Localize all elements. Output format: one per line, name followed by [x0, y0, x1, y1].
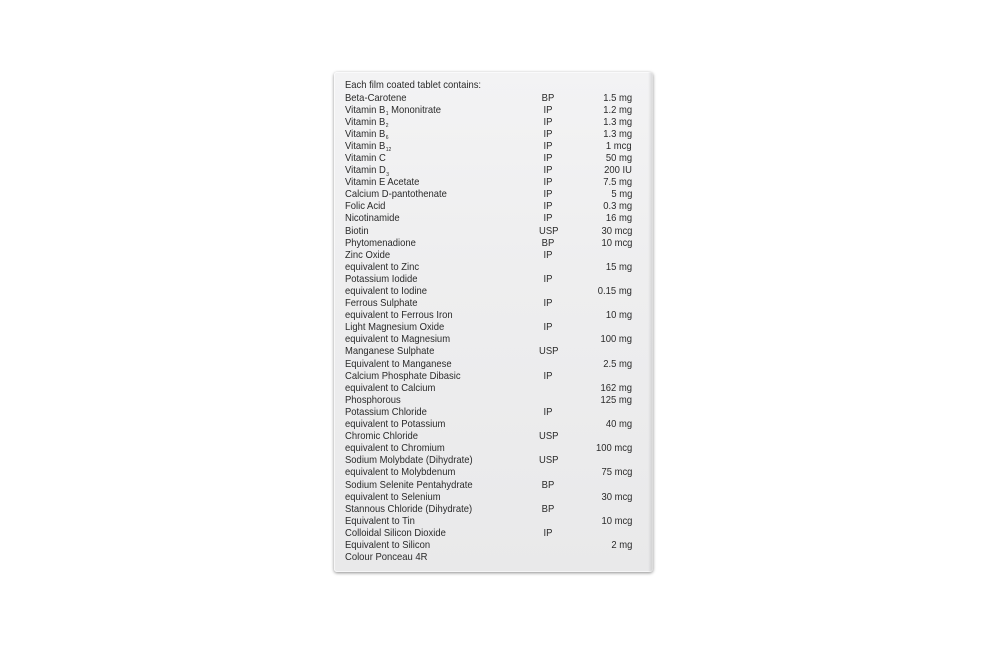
- ingredient-standard: IP: [543, 164, 553, 177]
- ingredient-standard: IP: [543, 321, 553, 334]
- ingredient-name-text: Calcium D-pantothenate: [345, 188, 447, 201]
- ingredient-standard: IP: [543, 405, 553, 418]
- ingredient-name: [345, 345, 434, 357]
- ingredient-amount: 1 mcg: [606, 139, 632, 152]
- ingredient-name-text: Calcium Phosphate Dibasic: [345, 369, 461, 382]
- ingredient-name-text: Beta-Carotene: [345, 91, 407, 104]
- ingredient-amount: 50 mg: [605, 151, 632, 164]
- ingredient-name-subscript: 2: [385, 123, 389, 130]
- ingredient-row: [345, 321, 645, 333]
- ingredient-name: [345, 164, 389, 176]
- ingredient-amount: 30 mcg: [601, 224, 632, 237]
- ingredient-row: [345, 309, 645, 321]
- ingredient-name: [345, 249, 390, 261]
- ingredient-name: [345, 479, 473, 491]
- ingredient-row: [345, 249, 645, 261]
- ingredient-name-text: Vitamin C: [345, 151, 386, 164]
- ingredient-name-text: Sodium Selenite Pentahydrate: [345, 478, 473, 491]
- ingredient-row: [345, 200, 645, 212]
- ingredient-amount: 2.5 mg: [603, 357, 632, 370]
- ingredient-name: [345, 382, 435, 394]
- ingredient-name-subscript: 6: [385, 135, 389, 142]
- ingredient-standard: IP: [543, 176, 553, 189]
- ingredient-name: [345, 225, 369, 237]
- ingredient-name-subscript: 3: [386, 171, 390, 178]
- ingredient-row: [345, 466, 645, 478]
- ingredient-standard: IP: [543, 151, 553, 164]
- composition-heading: Each film coated tablet contains:: [345, 79, 482, 91]
- ingredient-standard: BP: [541, 478, 555, 491]
- ingredient-row: [345, 261, 645, 273]
- ingredient-standard: IP: [543, 139, 553, 152]
- ingredient-row: [345, 225, 645, 237]
- ingredient-name-text: equivalent to Molybdenum: [345, 466, 456, 479]
- ingredient-name: [345, 128, 388, 140]
- ingredient-standard: USP: [539, 430, 559, 443]
- ingredient-name-text: Vitamin E Acetate: [345, 176, 420, 189]
- ingredient-name: [345, 237, 416, 249]
- ingredient-standard: IP: [543, 115, 553, 128]
- ingredient-name-text: equivalent to Calcium: [345, 381, 436, 394]
- ingredient-row: [345, 394, 645, 406]
- ingredient-name-text: Sodium Molybdate (Dihydrate): [345, 454, 473, 467]
- ingredient-name-text: Phytomenadione: [345, 236, 416, 249]
- ingredient-name-text: Chromic Chloride: [345, 430, 418, 443]
- ingredient-row: [345, 479, 645, 491]
- ingredient-row: [345, 491, 645, 503]
- ingredient-name: [345, 92, 406, 104]
- ingredient-amount: 162 mg: [600, 381, 632, 394]
- ingredient-name-text: Colour Ponceau 4R: [345, 551, 428, 564]
- ingredient-row: [345, 140, 645, 152]
- ingredient-name-text: Phosphorous: [345, 393, 401, 406]
- ingredient-name: [345, 309, 453, 321]
- ingredient-amount: 1.3 mg: [603, 127, 632, 140]
- ingredient-name: [345, 515, 415, 527]
- ingredient-name: [345, 430, 418, 442]
- ingredient-amount: 100 mcg: [595, 442, 632, 455]
- ingredient-row: [345, 418, 645, 430]
- ingredient-standard: USP: [539, 345, 559, 358]
- composition-label-card: [334, 72, 653, 572]
- ingredient-amount: 40 mg: [605, 418, 632, 431]
- ingredient-row: [345, 237, 645, 249]
- ingredient-row: [345, 164, 645, 176]
- ingredient-name-subscript: 1: [385, 111, 389, 118]
- ingredient-row: [345, 503, 645, 515]
- ingredient-name: [345, 273, 417, 285]
- ingredient-name-text: equivalent to Magnesium: [345, 333, 451, 346]
- ingredient-standard: IP: [543, 272, 553, 285]
- ingredient-row: [345, 382, 645, 394]
- ingredient-name: [345, 551, 427, 563]
- ingredient-standard: USP: [539, 224, 559, 237]
- ingredient-amount: 15 mg: [605, 260, 632, 273]
- ingredient-row: [345, 116, 645, 128]
- ingredient-name: [345, 333, 450, 345]
- ingredient-name-text: Potassium Chloride: [345, 405, 427, 418]
- ingredient-row: [345, 358, 645, 370]
- ingredient-name: [345, 491, 441, 503]
- ingredient-name: [345, 116, 388, 128]
- ingredient-amount: 2 mg: [610, 538, 632, 551]
- ingredient-amount: 75 mcg: [601, 466, 632, 479]
- ingredient-name: [345, 370, 461, 382]
- ingredient-name: [345, 406, 427, 418]
- ingredient-name: [345, 104, 441, 116]
- ingredient-name: [345, 321, 444, 333]
- ingredient-amount: 100 mg: [600, 333, 632, 346]
- ingredient-standard: IP: [543, 188, 553, 201]
- ingredient-amount: 200 IU: [604, 164, 632, 177]
- ingredient-amount: 30 mcg: [601, 490, 632, 503]
- ingredient-standard: IP: [543, 526, 553, 539]
- ingredient-row: [345, 442, 645, 454]
- ingredient-name-suffix: Mononitrate: [388, 103, 442, 116]
- ingredient-name: [345, 503, 472, 515]
- ingredient-amount: 5 mg: [610, 188, 632, 201]
- ingredient-standard: BP: [541, 91, 555, 104]
- ingredient-amount: 10 mg: [605, 309, 632, 322]
- ingredient-name-text: Vitamin B: [345, 139, 386, 152]
- ingredient-name: [345, 466, 455, 478]
- ingredient-name-subscript: 12: [385, 147, 392, 154]
- ingredient-name: [345, 261, 419, 273]
- ingredient-name-text: Ferrous Sulphate: [345, 297, 418, 310]
- ingredient-standard: USP: [539, 454, 559, 467]
- ingredient-standard: IP: [543, 200, 553, 213]
- ingredient-name-text: Nicotinamide: [345, 212, 400, 225]
- ingredient-name: [345, 527, 446, 539]
- ingredient-standard: IP: [543, 212, 553, 225]
- ingredient-amount: 0.15 mg: [597, 285, 632, 297]
- ingredient-row: [345, 128, 645, 140]
- ingredient-row: [345, 188, 645, 200]
- ingredient-name: [345, 152, 386, 164]
- ingredient-amount: 10 mcg: [601, 236, 632, 249]
- ingredient-row: [345, 104, 645, 116]
- ingredient-row: [345, 370, 645, 382]
- ingredient-row: [345, 454, 645, 466]
- ingredient-standard: BP: [541, 236, 555, 249]
- ingredient-standard: IP: [543, 369, 553, 382]
- ingredient-name-text: Light Magnesium Oxide: [345, 321, 445, 334]
- ingredient-row: [345, 539, 645, 551]
- ingredient-name-text: Equivalent to Tin: [345, 514, 415, 527]
- ingredient-name: [345, 454, 473, 466]
- ingredient-name-text: Vitamin B: [345, 103, 386, 116]
- ingredient-name-text: Colloidal Silicon Dioxide: [345, 526, 446, 539]
- ingredient-name: [345, 358, 452, 370]
- ingredient-standard: IP: [543, 248, 553, 261]
- ingredient-name: [345, 442, 445, 454]
- ingredient-name-text: Equivalent to Silicon: [345, 538, 431, 551]
- ingredient-name-text: equivalent to Potassium: [345, 418, 446, 431]
- ingredient-row: [345, 176, 645, 188]
- ingredient-name: [345, 140, 391, 152]
- ingredient-name: [345, 418, 445, 430]
- ingredient-row: [345, 212, 645, 224]
- ingredient-standard: IP: [543, 127, 553, 140]
- ingredient-row: [345, 333, 645, 345]
- ingredient-name-text: Vitamin D: [345, 164, 386, 177]
- ingredient-name-text: Potassium Iodide: [345, 272, 418, 285]
- ingredient-standard: IP: [543, 297, 553, 310]
- ingredient-name-text: Manganese Sulphate: [345, 345, 435, 358]
- ingredient-standard: BP: [541, 502, 555, 515]
- ingredient-name-text: equivalent to Chromium: [345, 442, 445, 455]
- ingredient-row: [345, 152, 645, 164]
- ingredient-row: [345, 345, 645, 357]
- ingredient-row: [345, 285, 645, 297]
- ingredient-row: [345, 406, 645, 418]
- ingredient-row: [345, 273, 645, 285]
- ingredient-name-text: Biotin: [345, 224, 369, 237]
- ingredient-amount: 10 mcg: [601, 514, 632, 527]
- ingredient-row: [345, 297, 645, 309]
- ingredient-name-text: equivalent to Iodine: [345, 285, 427, 297]
- ingredient-name-text: Vitamin B: [345, 127, 386, 140]
- ingredient-row: [345, 430, 645, 442]
- ingredient-name: [345, 176, 419, 188]
- ingredient-name: [345, 212, 400, 224]
- ingredient-name: [345, 200, 385, 212]
- ingredient-row: [345, 551, 645, 563]
- ingredient-name-text: Stannous Chloride (Dihydrate): [345, 502, 473, 515]
- ingredient-amount: 0.3 mg: [603, 200, 632, 213]
- ingredient-name: [345, 188, 447, 200]
- ingredient-amount: 1.2 mg: [603, 103, 632, 116]
- ingredient-name-text: Equivalent to Manganese: [345, 357, 452, 370]
- ingredient-amount: 1.3 mg: [603, 115, 632, 128]
- ingredient-name: [345, 394, 401, 406]
- ingredient-amount: 16 mg: [605, 212, 632, 225]
- ingredient-name: [345, 297, 417, 309]
- ingredient-name-text: equivalent to Zinc: [345, 260, 420, 273]
- ingredient-row: [345, 515, 645, 527]
- ingredient-name: [345, 285, 427, 297]
- ingredient-standard: IP: [543, 103, 553, 116]
- ingredient-list: [345, 92, 645, 564]
- ingredient-name-text: equivalent to Selenium: [345, 490, 441, 503]
- ingredient-row: [345, 527, 645, 539]
- ingredient-amount: 1.5 mg: [603, 91, 632, 104]
- ingredient-name-text: equivalent to Ferrous Iron: [345, 309, 453, 322]
- ingredient-name: [345, 539, 430, 551]
- ingredient-row: [345, 92, 645, 104]
- ingredient-name-text: Folic Acid: [345, 200, 386, 213]
- ingredient-amount: 125 mg: [600, 393, 632, 406]
- ingredient-name-text: Vitamin B: [345, 115, 386, 128]
- ingredient-name-text: Zinc Oxide: [345, 248, 391, 261]
- ingredient-amount: 7.5 mg: [603, 176, 632, 189]
